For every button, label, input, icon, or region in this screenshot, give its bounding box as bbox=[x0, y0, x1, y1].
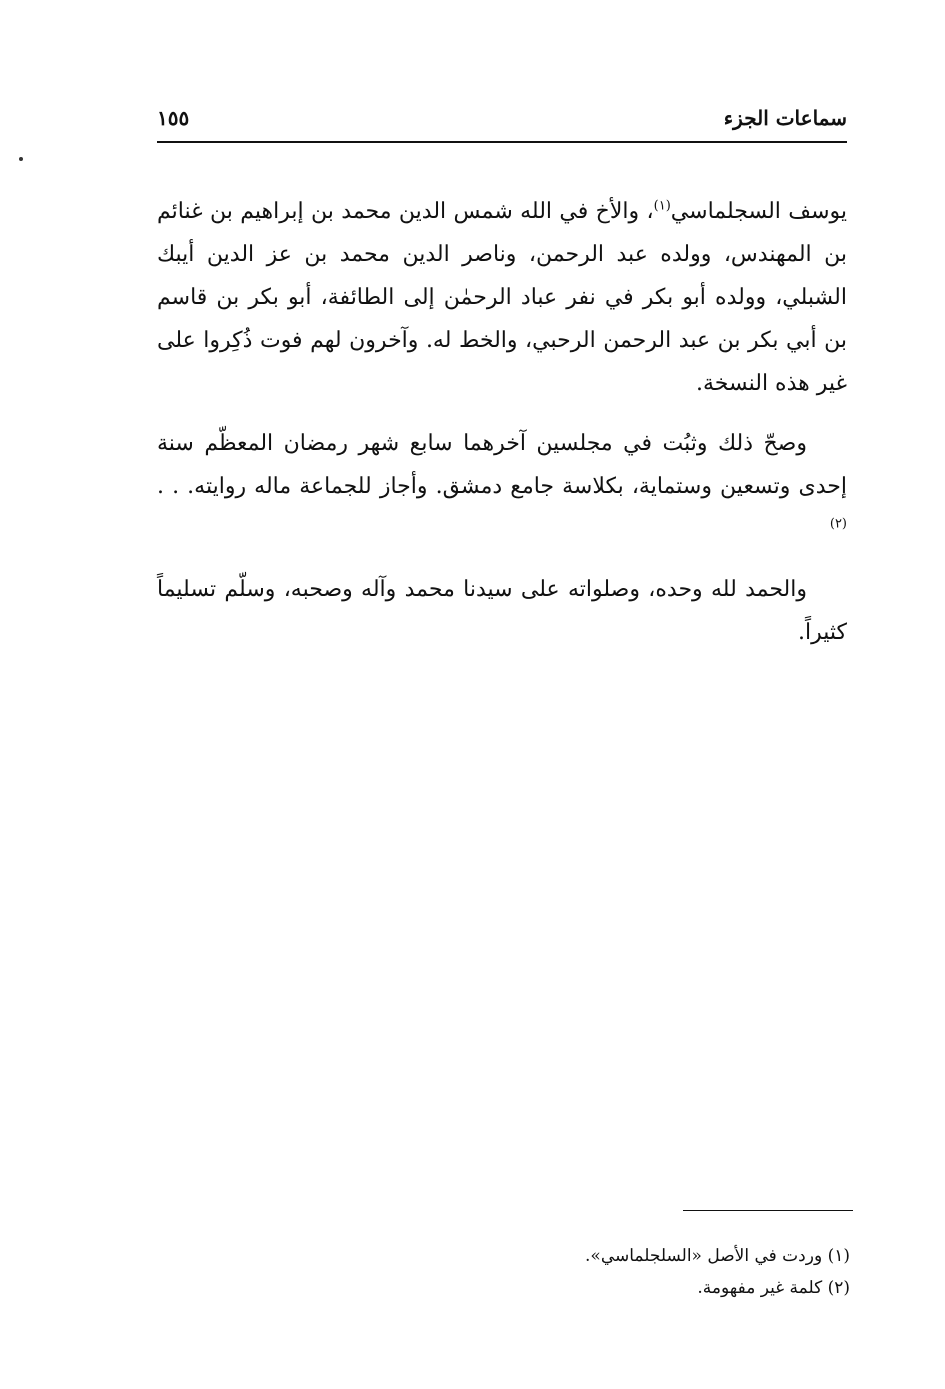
paragraph-1-text-end: ، والأخ في الله شمس الدين محمد بن إبراهيم بن غنائم بن المهندس، وولده عبد الرحمن، وناصر الدين محمد بن عز الدين أيبك الشبلي، وولده أبو بكر في نفر عباد الرحمٰن إلى الطائفة، أبو بكر بن قاسم بن أبي بكر بن عبد الرحمن الرحبي، والخط له. وآخرون لهم فوت ذُكِروا على غير هذه النسخة. bbox=[157, 199, 847, 396]
running-title: سماعات الجزء bbox=[723, 106, 847, 130]
page-number: ١٥٥ bbox=[157, 106, 190, 130]
paragraph-2 bbox=[157, 422, 847, 551]
footnote-2: (٢) كلمة غير مفهومة. bbox=[697, 1278, 850, 1298]
scan-speck bbox=[19, 157, 23, 161]
footnote-ref-1: (١) bbox=[653, 198, 671, 214]
paragraph-1 bbox=[157, 190, 847, 405]
main-text bbox=[157, 190, 847, 671]
paragraph-2-text: وصحّ ذلك وثبُت في مجلسين آخرهما سابع شهر رمضان المعظّم سنة إحدى وتسعين وستماية، بكلاسة جامع دمشق. وأجاز للجماعة ماله روايته. . . bbox=[157, 431, 847, 499]
paragraph-3 bbox=[157, 568, 847, 654]
page-header bbox=[157, 100, 847, 140]
paragraph-3-text: والحمد لله وحده، وصلواته على سيدنا محمد وآله وصحبه، وسلّم تسليماً كثيراً. bbox=[157, 577, 847, 645]
footnote-ref-2: (٢) bbox=[829, 516, 847, 532]
footnote-rule bbox=[683, 1210, 853, 1211]
footnote-1: (١) وردت في الأصل «السلجلماسي». bbox=[585, 1246, 850, 1266]
header-rule bbox=[157, 141, 847, 143]
footnotes bbox=[400, 1240, 850, 1304]
paragraph-1-text-start: يوسف السجلماسي bbox=[670, 199, 848, 224]
